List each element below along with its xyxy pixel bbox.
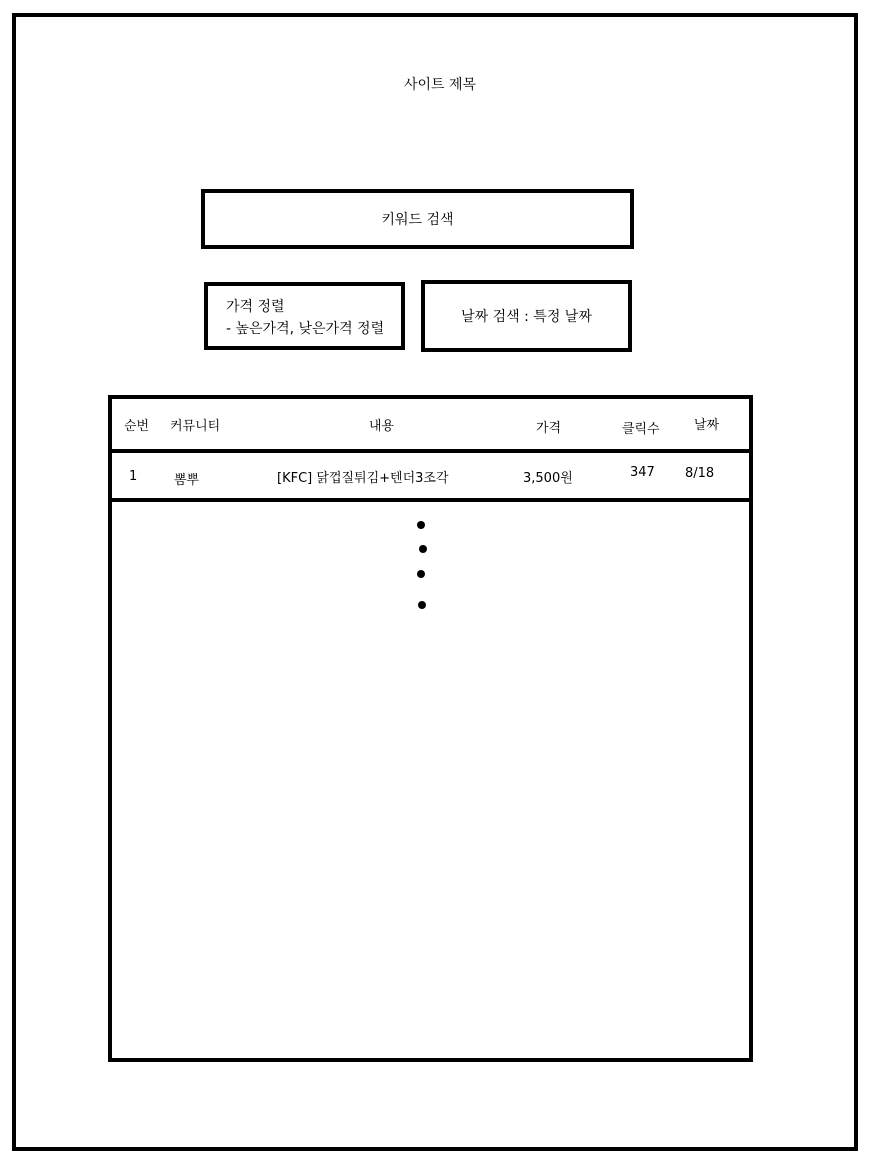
row-community: 뽐뿌 <box>174 473 200 488</box>
site-title: 사이트 제목 <box>403 77 477 93</box>
price-sort-title: 가격 정렬 <box>226 299 285 315</box>
row-price: 3,500원 <box>523 471 573 486</box>
row-index: 1 <box>129 469 138 484</box>
more-rows-dot <box>417 521 425 529</box>
header-divider <box>112 449 749 453</box>
price-sort-desc: - 높은가격, 낮은가격 정렬 <box>226 321 385 337</box>
keyword-search-label: 키워드 검색 <box>381 212 454 228</box>
price-sort-box[interactable] <box>204 282 405 350</box>
header-clicks[interactable]: 클릭수 <box>622 422 660 437</box>
row-clicks: 347 <box>630 465 655 480</box>
header-content[interactable]: 내용 <box>369 419 395 434</box>
more-rows-dot <box>419 545 427 553</box>
header-date[interactable]: 날짜 <box>694 418 720 433</box>
header-index[interactable]: 순번 <box>124 419 150 434</box>
row-content[interactable]: [KFC] 닭껍질튀김+텐더3조각 <box>277 471 449 486</box>
date-search-label: 날짜 검색 : 특정 날짜 <box>461 309 592 325</box>
keyword-search-box[interactable] <box>201 189 634 249</box>
header-community[interactable]: 커뮤니티 <box>170 419 221 434</box>
row-date: 8/18 <box>685 466 715 481</box>
row-divider <box>112 498 749 502</box>
more-rows-dot <box>417 570 425 578</box>
results-table <box>108 395 753 1062</box>
date-search-box[interactable] <box>421 280 632 352</box>
more-rows-dot <box>418 601 426 609</box>
header-price[interactable]: 가격 <box>536 421 562 436</box>
